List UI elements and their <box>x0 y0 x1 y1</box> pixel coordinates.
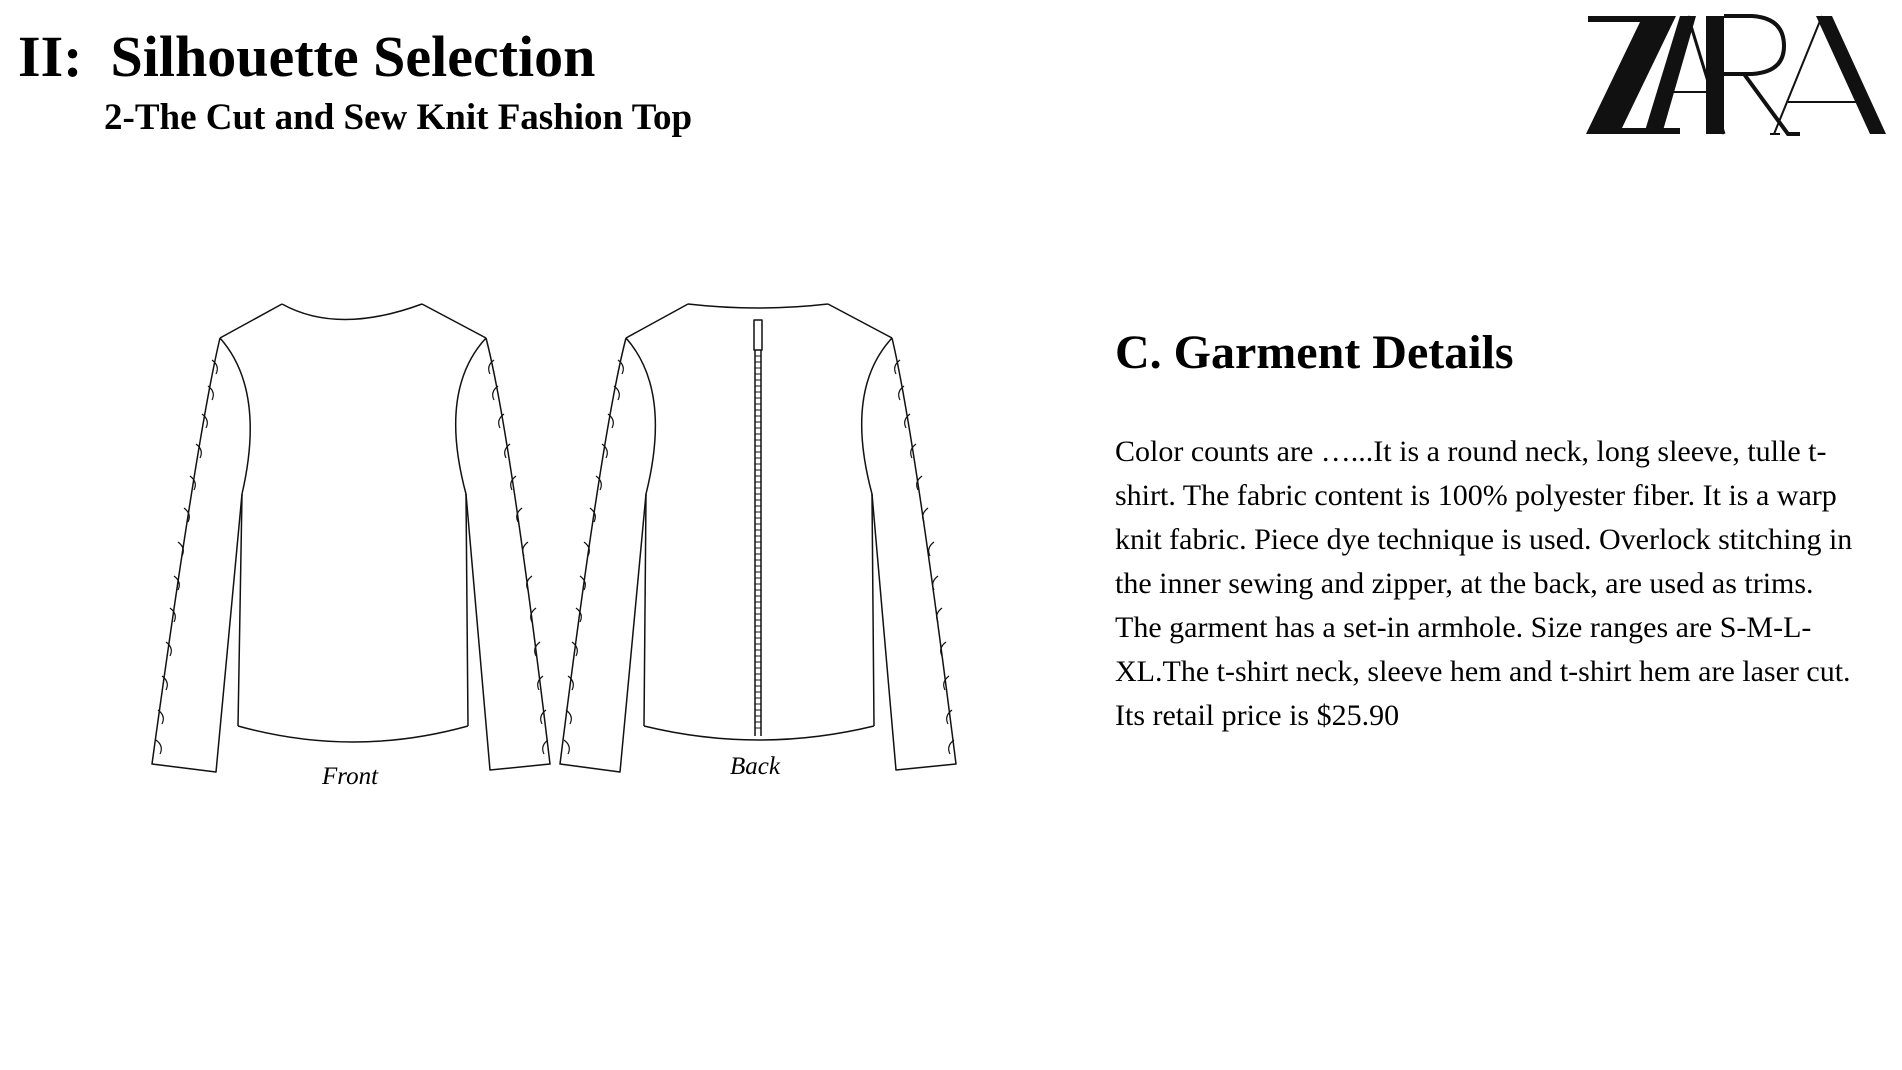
back-tshirt-sketch <box>548 290 968 810</box>
garment-details-heading: C. Garment Details <box>1115 326 1514 379</box>
front-caption: Front <box>322 763 379 790</box>
page-subtitle: 2-The Cut and Sew Knit Fashion Top <box>104 97 693 138</box>
section-numeral: II: <box>18 24 83 89</box>
front-tshirt-sketch <box>138 290 558 810</box>
section-title: Silhouette Selection <box>110 24 596 89</box>
page-title <box>18 22 595 92</box>
garment-details-text: Color counts are …...It is a round neck, long sleeve, tulle t-shirt. The fabric content is 100% polyester fiber. It is a warp knit fabric. Piece dye technique is used. Overlock stitching in the inner sewing and zipper, at the back, are used as trims. The garment has a set-in armhole. Size ranges are S-M-L-XL.The t-shirt neck, sleeve hem and t-shirt hem are laser cut. Its retail price is $25.90 <box>1115 435 1853 732</box>
zara-logo <box>1584 10 1894 138</box>
back-caption: Back <box>730 753 780 780</box>
